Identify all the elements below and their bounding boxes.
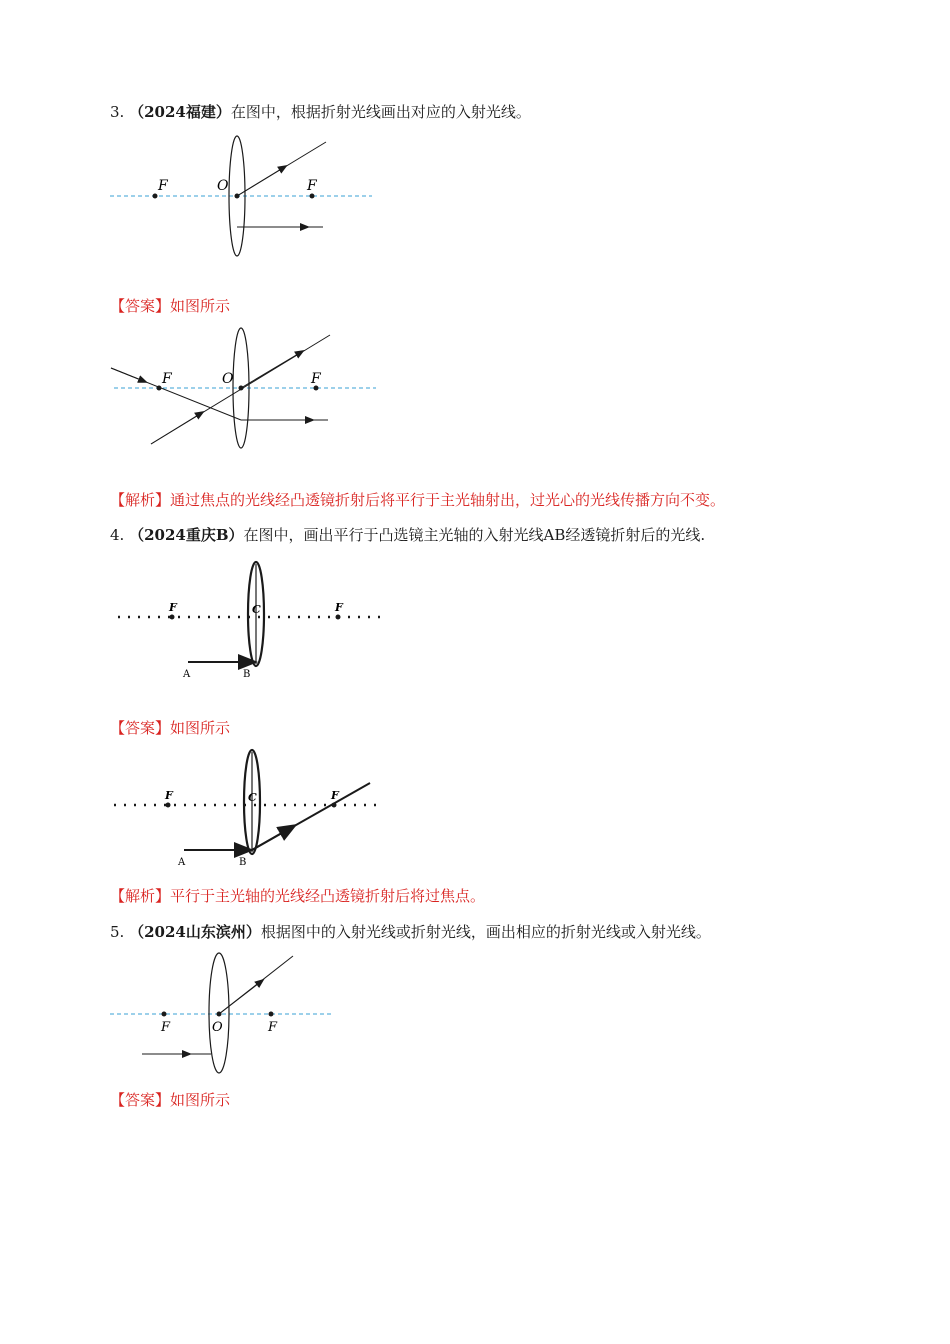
q3-text: 在图中，根据折射光线画出对应的入射光线。 (230, 103, 531, 121)
q4-figure (112, 556, 387, 684)
focus-right (269, 1012, 274, 1017)
q3-answer-figure (108, 325, 380, 453)
q4-number: 4. (110, 526, 125, 544)
q5-text: 根据图中的入射光线或折射光线，画出相应的折射光线或入射光线。 (260, 923, 711, 941)
q3-answer: 【答案】如图所示 (110, 297, 231, 315)
refracted-ray-through-center (219, 980, 263, 1014)
q4-question (110, 525, 705, 545)
q4-source: （2024重庆B） (129, 526, 244, 544)
focus-left (170, 615, 175, 620)
label-o: O (217, 178, 229, 194)
focus-right (336, 615, 341, 620)
q4-answer-figure (108, 745, 383, 873)
label-f-right: F (311, 371, 321, 387)
label-f-right: F (335, 601, 343, 614)
label-b: B (239, 857, 247, 868)
focus-right (310, 194, 315, 199)
label-f-left: F (169, 601, 177, 614)
label-f-left: F (162, 371, 172, 387)
label-f-right: F (268, 1020, 278, 1035)
q5-source: （2024山东滨州） (129, 923, 261, 941)
label-f-right: F (307, 178, 317, 194)
focus-left (166, 803, 171, 808)
q3-number: 3. (110, 103, 125, 121)
label-c: C (248, 791, 257, 804)
q4-answer: 【答案】如图所示 (110, 719, 231, 737)
q4-text: 在图中，画出平行于凸选镜主光轴的入射光线AB经透镜折射后的光线. (243, 526, 706, 544)
label-f-right: F (331, 789, 339, 802)
label-f-left: F (161, 1020, 171, 1035)
q5-figure (108, 952, 338, 1077)
q5-number: 5. (110, 923, 125, 941)
q3-figure (108, 132, 380, 260)
label-o: O (212, 1020, 223, 1035)
q4-analysis: 【解析】平行于主光轴的光线经凸透镜折射后将过焦点。 (110, 887, 486, 905)
label-a: A (183, 669, 191, 680)
label-c: C (252, 603, 261, 616)
q5-answer: 【答案】如图所示 (110, 1091, 231, 1109)
q3-question (110, 102, 531, 122)
focus-left (153, 194, 158, 199)
focus-left (162, 1012, 167, 1017)
label-b: B (243, 669, 251, 680)
q3-source: （2024福建） (129, 103, 231, 121)
label-a: A (178, 857, 186, 868)
q5-question (110, 922, 711, 942)
label-o: O (222, 371, 234, 387)
label-f-left: F (165, 789, 173, 802)
q3-analysis: 【解析】通过焦点的光线经凸透镜折射后将平行于主光轴射出，过光心的光线传播方向不变。 (110, 491, 726, 509)
label-f-left: F (158, 178, 168, 194)
